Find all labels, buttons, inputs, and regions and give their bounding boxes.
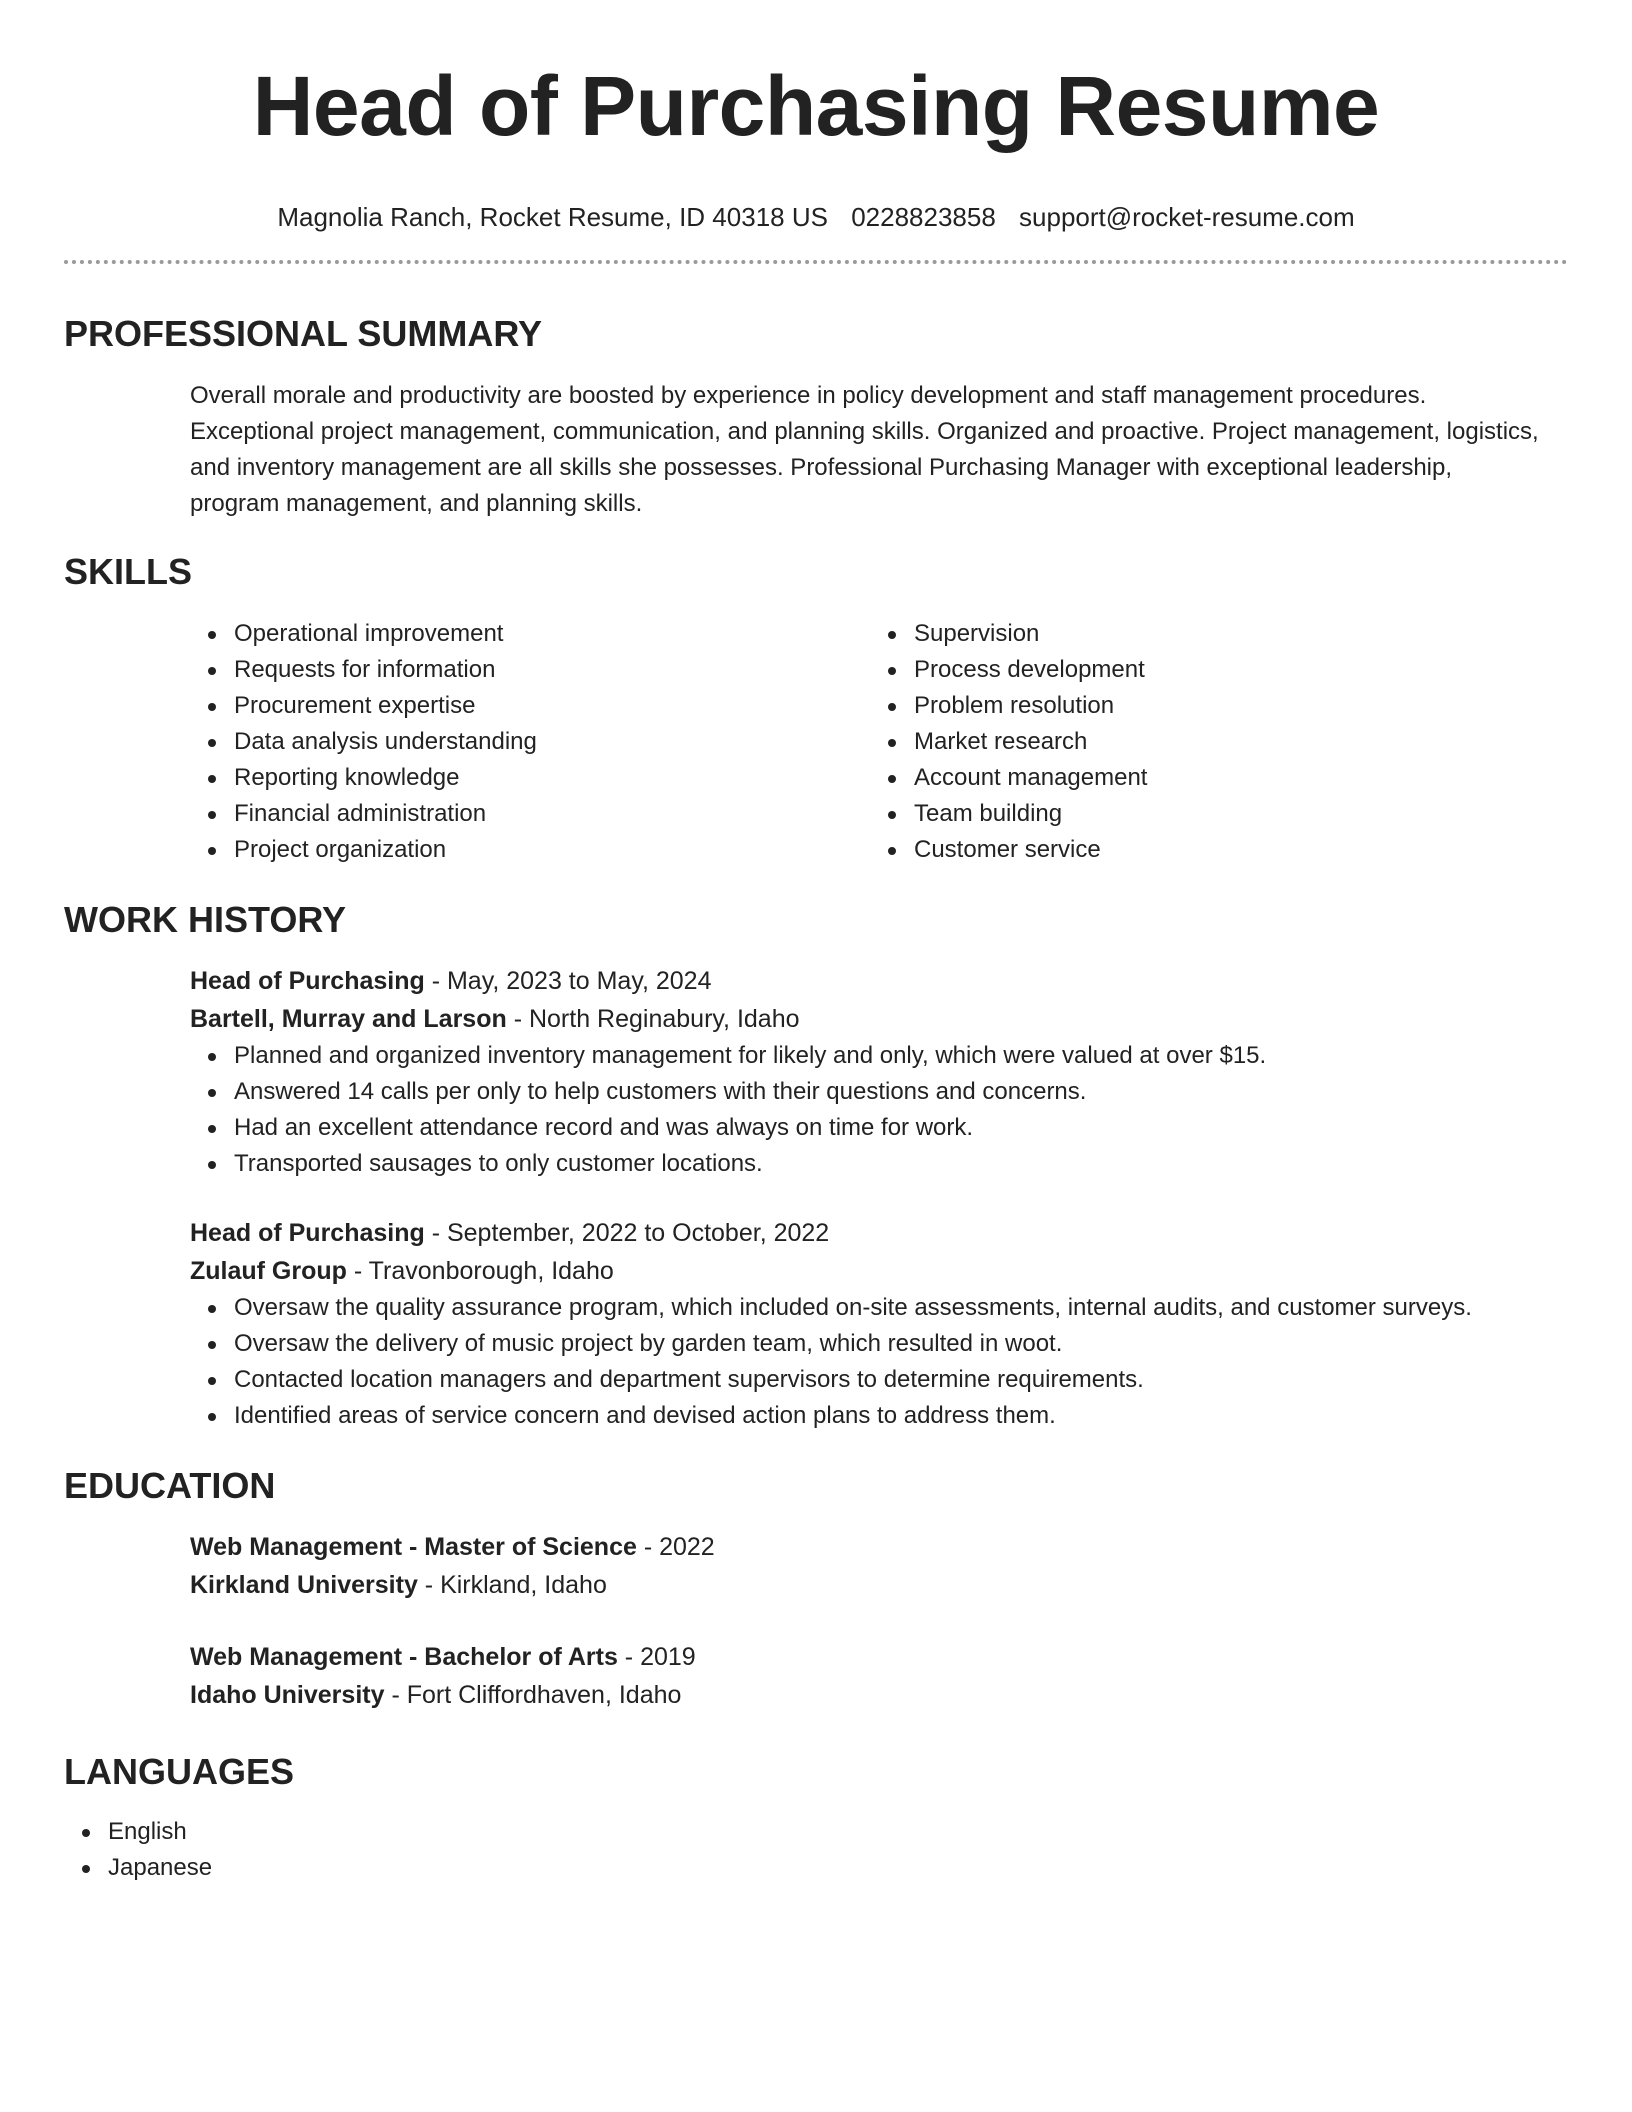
job-title: Head of Purchasing (190, 967, 425, 995)
education-degree-line (190, 1528, 1568, 1566)
resume-title: Head of Purchasing Resume (252, 59, 1380, 153)
job-company: Zulauf Group (190, 1257, 347, 1285)
education-entry (190, 1528, 1568, 1604)
skill-item: Reporting knowledge (190, 760, 870, 796)
skill-item: Account management (870, 760, 1550, 796)
work-heading: WORK HISTORY (64, 899, 347, 940)
contact-phone: 0228823858 (851, 202, 996, 232)
education-degree: Web Management - Bachelor of Arts (190, 1643, 618, 1671)
job-bullet: Oversaw the quality assurance program, which included on-site assessments, internal audits, and customer surveys. (190, 1290, 1568, 1326)
job-dates: - May, 2023 to May, 2024 (424, 967, 712, 995)
job-entry (190, 1214, 1568, 1434)
education-location: - Fort Cliffordhaven, Idaho (384, 1681, 682, 1709)
header-divider (64, 260, 1568, 264)
education-section (64, 1464, 1568, 1714)
education-entry (190, 1638, 1568, 1714)
education-location: - Kirkland, Idaho (417, 1571, 607, 1599)
skill-item: Supervision (870, 616, 1550, 652)
job-company: Bartell, Murray and Larson (190, 1005, 507, 1033)
skill-item: Problem resolution (870, 688, 1550, 724)
job-bullet: Oversaw the delivery of music project by garden team, which resulted in woot. (190, 1326, 1568, 1362)
work-section (64, 898, 1568, 1434)
education-year: - 2019 (617, 1643, 696, 1671)
job-bullets (190, 1038, 1568, 1182)
job-company-line (190, 1000, 1568, 1038)
education-school-line (190, 1566, 1568, 1604)
languages-list (64, 1814, 1568, 1886)
job-bullet: Planned and organized inventory management for likely and only, which were valued at over $15. (190, 1038, 1568, 1074)
job-bullets (190, 1290, 1568, 1434)
job-bullet: Answered 14 calls per only to help customers with their questions and concerns. (190, 1074, 1568, 1110)
job-dates: - September, 2022 to October, 2022 (424, 1219, 830, 1247)
skills-heading: SKILLS (64, 551, 193, 592)
contact-line (64, 200, 1568, 234)
skills-grid (190, 616, 1568, 868)
job-location: - North Reginabury, Idaho (506, 1005, 800, 1033)
education-school-line (190, 1676, 1568, 1714)
skill-item: Project organization (190, 832, 870, 868)
skill-item: Financial administration (190, 796, 870, 832)
job-title: Head of Purchasing (190, 1219, 425, 1247)
skill-item: Market research (870, 724, 1550, 760)
job-bullet: Had an excellent attendance record and was always on time for work. (190, 1110, 1568, 1146)
education-school: Kirkland University (190, 1571, 418, 1599)
job-entry (190, 962, 1568, 1182)
education-heading: EDUCATION (64, 1465, 276, 1506)
skill-item: Team building (870, 796, 1550, 832)
job-bullet: Transported sausages to only customer locations. (190, 1146, 1568, 1182)
job-title-line (190, 962, 1568, 1000)
summary-section (64, 312, 1568, 522)
job-bullet: Identified areas of service concern and devised action plans to address them. (190, 1398, 1568, 1434)
education-year: - 2022 (636, 1533, 715, 1561)
job-location: - Travonborough, Idaho (346, 1257, 614, 1285)
resume-page (64, 0, 1568, 1886)
skills-section (64, 550, 1568, 868)
language-item: English (64, 1814, 1568, 1850)
skills-list-left (190, 616, 870, 868)
education-school: Idaho University (190, 1681, 385, 1709)
job-bullet: Contacted location managers and department supervisors to determine requirements. (190, 1362, 1568, 1398)
skill-item: Procurement expertise (190, 688, 870, 724)
skill-item: Data analysis understanding (190, 724, 870, 760)
skill-item: Requests for information (190, 652, 870, 688)
language-item: Japanese (64, 1850, 1568, 1886)
job-company-line (190, 1252, 1568, 1290)
education-degree-line (190, 1638, 1568, 1676)
education-degree: Web Management - Master of Science (190, 1533, 637, 1561)
languages-heading: LANGUAGES (64, 1751, 295, 1792)
skill-item: Customer service (870, 832, 1550, 868)
job-title-line (190, 1214, 1568, 1252)
skill-item: Process development (870, 652, 1550, 688)
skill-item: Operational improvement (190, 616, 870, 652)
contact-address: Magnolia Ranch, Rocket Resume, ID 40318 US (277, 202, 828, 232)
summary-text: Overall morale and productivity are boosted by experience in policy development and staff management procedures. Exceptional project management, communication, and planning skills. Organized and proactive. Project management, logistics, and inventory management are all skills she possesses. Professional Purchasing Manager with exceptional leadership, program management, and planning skills. (190, 382, 1539, 517)
languages-section (64, 1750, 1568, 1886)
skills-list-right (870, 616, 1550, 868)
contact-email: support@rocket-resume.com (1019, 202, 1355, 232)
summary-heading: PROFESSIONAL SUMMARY (64, 313, 543, 354)
